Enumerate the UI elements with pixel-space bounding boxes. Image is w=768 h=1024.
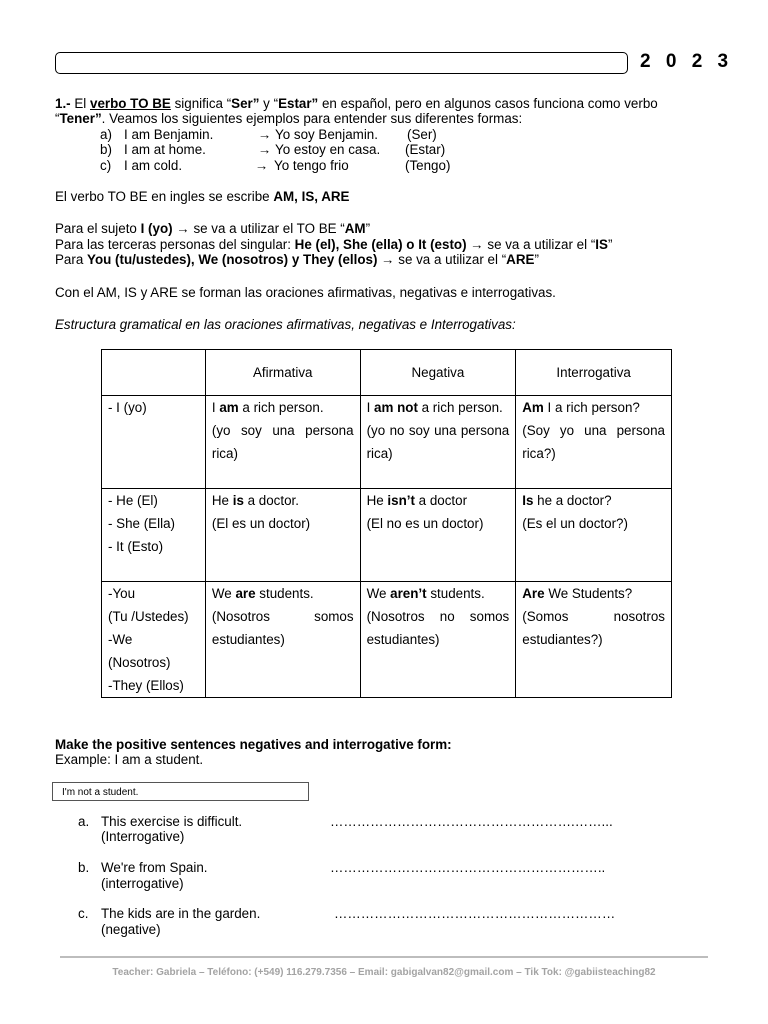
intro-line-2: “Tener”. Veamos los siguientes ejemplos para entender sus diferentes formas:: [55, 111, 523, 126]
forms-line: El verbo TO BE en ingles se escribe AM, IS, ARE: [55, 189, 350, 204]
rule-is: Para las terceras personas del singular: He (el), She (ella) o It (esto) → se va a utilizar el “IS”: [55, 237, 613, 252]
section-number: 1.-: [55, 96, 71, 111]
arrow-icon: →: [258, 127, 272, 142]
subject-cell: -You (Tu /Ustedes) -We (Nosotros) -They (Ellos): [102, 582, 206, 698]
answer-line-b[interactable]: ……………………………………………………..: [330, 860, 606, 875]
table-row: [102, 396, 672, 489]
footer-divider: [60, 956, 708, 958]
footer-contact: Teacher: Gabriela – Teléfono: (+549) 116.279.7356 – Email: gabigalvan82@gmail.com – Tik Tok: @gabiisteaching82: [112, 967, 656, 978]
interrogative-cell: Am I a rich person? (Soy yo una persona rica?): [516, 396, 672, 489]
header-cell-negativa: Negativa: [360, 350, 516, 396]
arrow-icon: →: [258, 142, 272, 157]
year-label: 2 0 2 3: [640, 51, 734, 72]
header-cell-interrogativa: Interrogativa: [516, 350, 672, 396]
header-cell-afirmativa: Afirmativa: [205, 350, 360, 396]
grammar-table: [101, 349, 672, 698]
table-row: [102, 489, 672, 582]
subject-cell: - I (yo): [102, 396, 206, 489]
subject-cell: - He (El) - She (Ella) - It (Esto): [102, 489, 206, 582]
interrogative-cell: Is he a doctor? (Es el un doctor?): [516, 489, 672, 582]
negative-cell: He isn’t a doctor (El no es un doctor): [360, 489, 516, 582]
affirmative-cell: We are students. (Nosotros somos estudiantes): [205, 582, 360, 698]
exercise-title: Make the positive sentences negatives and interrogative form:: [55, 737, 452, 752]
affirmative-cell: I am a rich person. (yo soy una persona rica): [205, 396, 360, 489]
rule-are: Para You (tu/ustedes), We (nosotros) y They (ellos) → se va a utilizar el “ARE”: [55, 252, 539, 267]
title-box: [55, 52, 628, 74]
interrogative-cell: Are We Students? (Somos nosotros estudiantes?): [516, 582, 672, 698]
example-label: Example: I am a student.: [55, 752, 204, 767]
intro-line-1: 1.- El verbo TO BE significa “Ser” y “Estar” en español, pero en algunos casos funciona como verbo: [55, 96, 658, 111]
summary-text: Con el AM, IS y ARE se forman las oraciones afirmativas, negativas e interrogativas.: [55, 285, 556, 300]
example-answer-box: I'm not a student.: [52, 782, 309, 801]
arrow-icon: →: [255, 158, 269, 173]
header-cell-subject: [102, 350, 206, 396]
rule-am: Para el sujeto I (yo) → se va a utilizar el TO BE “AM”: [55, 221, 371, 236]
answer-line-a[interactable]: ……………………………………………….……...: [330, 814, 613, 829]
affirmative-cell: He is a doctor. (El es un doctor): [205, 489, 360, 582]
table-row: [102, 582, 672, 698]
structure-title: Estructura gramatical en las oraciones afirmativas, negativas e Interrogativas:: [55, 317, 516, 332]
verb-to-be: verbo TO BE: [90, 96, 171, 111]
answer-line-c[interactable]: ………………………………………………………: [334, 906, 616, 921]
table-header-row: [102, 350, 672, 396]
negative-cell: We aren’t students. (Nosotros no somos estudiantes): [360, 582, 516, 698]
negative-cell: I am not a rich person. (yo no soy una persona rica): [360, 396, 516, 489]
